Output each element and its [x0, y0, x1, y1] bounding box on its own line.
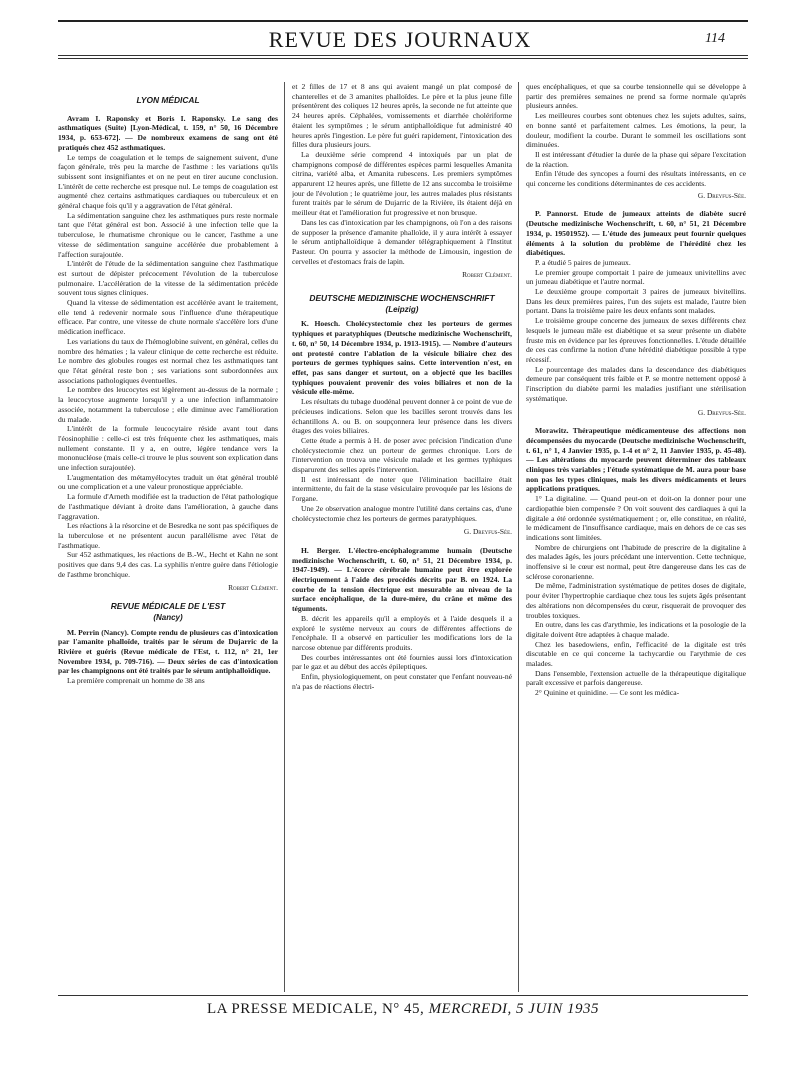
section-heading: REVUE MÉDICALE DE L'EST	[110, 601, 226, 612]
article-heading: H. Berger. L'électro-encéphalogramme humain (Deutsche medizinische Wochenschrift, t. 60, n° 51, 21 Décembre 1934, p. 1947-1949). — L'écorce cérébrale humaine peut être explorée électriquement à l'aide des procédés décrits par B. en 1924. La courbe de la tension électrique est mesurable au niveau de la surface encéphalique, de la dure-mère, du crâne et même des téguments.	[292, 545, 512, 614]
article-heading: K. Hoesch. Cholécystectomie chez les porteurs de germes typhiques et paratyphiques (Deutsche medizinische Wochenschrift, t. 60, n° 50, 14 Décembre 1934, p. 1913-1915). — Nombre d'auteurs ont protesté contre l'ablation de la vésicule biliaire chez des porteurs de germes typhiques sains. Cette intervention n'est, en effet, pas sans danger et surtout, on a objecté que les bacilles typhiques pouvaient provenir des voies biliaires et non de la vésicule elle-même.	[292, 319, 512, 397]
paragraph: Les résultats du tubage duodénal peuvent donner à ce point de vue de précieuses indications. Selon que les bacilles seront trouvés dans les échantillons A. ou B. on soupçonnera leur présence dans les divers étages des voies biliaires.	[292, 397, 512, 436]
paragraph: P. a étudié 5 paires de jumeaux.	[535, 257, 631, 267]
column-1	[58, 82, 278, 992]
paragraph: Des courbes intéressantes ont été fournies aussi lors d'intoxication par le gaz et au début des accès épileptiques.	[292, 652, 512, 672]
paragraph: Sur 452 asthmatiques, les réactions de B.-W., Hecht et Kahn ne sont positives que dans 9,4 des cas. La syphilis n'entre guère dans l'étiologie de l'asthme bronchique.	[58, 550, 278, 579]
paragraph: B. décrit les appareils qu'il a employés et à l'aide desquels il a exploré le système nerveux au cours de différentes affections de l'encéphale. Il a observé en particulier les modifications lors de la narcose obtenue par différents produits.	[292, 613, 512, 652]
footer-rule	[58, 995, 748, 996]
paragraph: Le pourcentage des malades dans la descendance des diabétiques demeure par conséquent très faible et P. se montre nettement opposé à l'inscription du diabète parmi les maladies justifiant une stérilisation systématique.	[526, 364, 746, 403]
article-heading: P. Pannorst. Etude de jumeaux atteints de diabète sucré (Deutsche medizinische Wochenschrift, t. 60, n° 51, 21 Décembre 1934, p. 19501952). — L'étude des jumeaux peut fournir quelques éléments à la solution du problème de l'hérédité chez les diabétiques.	[526, 209, 746, 258]
paragraph: Nombre de chirurgiens ont l'habitude de prescrire de la digitaline à des malades âgés, les jours précédant une intervention. Cette technique, inoffensive si le cœur est normal, peut être dangereuse dans les cas de sclérose coronarienne.	[526, 542, 746, 581]
paragraph: Le nombre des leucocytes est légèrement au-dessus de la normale ; la leucocytose augmente lorsqu'il y a une infection inflammatoire associée, notamment la tuberculose ; elle diminue avec l'amélioration du malade.	[58, 385, 278, 424]
footer-date: MERCREDI, 5 JUIN 1935	[428, 1001, 600, 1017]
paragraph: La formule d'Arneth modifiée est la traduction de l'état pathologique de l'asthmatique déviant à droite dans l'amélioration, à gauche dans l'aggravation.	[58, 492, 278, 521]
paragraph: Cette étude a permis à H. de poser avec précision l'indication d'une cholécystectomie chez un porteur de germes chronique. Lors de l'intervention on trouva une vésicule malade et les germes typhiques disparurent des selles après l'intervention.	[292, 435, 512, 475]
header-rule-top	[58, 20, 748, 22]
author-signature: G. Dreyfus-Sée.	[697, 190, 746, 200]
paragraph: Dans l'ensemble, l'extension actuelle de la thérapeutique digitalique paraît excessive et parfois dangereuse.	[526, 668, 746, 688]
author-signature: Robert Clément.	[228, 583, 278, 593]
author-signature: Robert Clément.	[462, 270, 512, 280]
header-rule-bottom-2	[58, 58, 748, 59]
journal-section-title: REVUE DES JOURNAUX	[268, 27, 532, 52]
paragraph: Les meilleures courbes sont obtenues chez les sujets adultes, sains, en bonne santé et parfaitement calmes. Les émotions, la peur, la douleur, modifient la courbe. Durant le sommeil les oscillations sont diminuées.	[526, 111, 746, 150]
paragraph: Il est intéressant de noter que l'élimination bacillaire était intermittente, du fait de la stase vésiculaire provoquée par les lésions de l'organe.	[292, 474, 512, 504]
paragraph: Il est intéressant d'étudier la durée de la phase qui sépare l'excitation de la réaction.	[526, 149, 746, 169]
article-heading: Avram I. Raponsky et Boris I. Raponsky. Le sang des asthmatiques (Suite) [Lyon-Médical, t. 159, n° 50, 16 Décembre 1934, p. 653-672]. — De nombreux examens de sang ont été pratiqués chez 452 asthmatiques.	[58, 113, 278, 152]
paragraph: Quand la vitesse de sédimentation est accélérée avant le traitement, elle tend à redevenir normale sous l'influence d'une thérapeutique efficace. Par contre, une vitesse de chute normale s'accélère lors d'une médication inefficace.	[58, 298, 278, 337]
paragraph: 1° La digitaline. — Quand peut-on et doit-on la donner pour une cardiopathie bien compensée ? On voit souvent des cardiaques à qui la digitale a été ordonnée systématiquement ; or, elle constitue, en réalité, le médicament de l'insuffisance cardiaque, mais en dehors de ce cas ses indications sont limitées.	[526, 494, 746, 542]
column-3	[526, 82, 746, 992]
paragraph: Une 2e observation analogue montre l'utilité dans certains cas, d'une cholécystectomie chez les porteurs de germes paratyphiques.	[292, 503, 512, 523]
column-2	[292, 82, 512, 992]
paragraph: La deuxième série comprend 4 intoxiqués par un plat de champignons composé de différentes espèces parmi lesquelles Amanita citrina, variété alba, et Amanita rubescens. Les premiers symptômes apparurent 12 heures après, une fillette de 12 ans succomba le troisième jour de l'évolution ; le quatrième jour, les autres malades plus résistants furent traités par le sérum de Dujarric de la Rivière, ils étaient déjà en meilleur état et l'amélioration fut progressive et non brusque.	[292, 149, 512, 218]
paragraph: L'augmentation des métamyélocytes traduit un état général troublé ou une complication et a une valeur pronostique appréciable.	[58, 472, 278, 492]
section-subheading: (Leipzig)	[385, 304, 419, 314]
page-number: 114	[705, 31, 725, 46]
column-divider-2	[518, 82, 519, 992]
paragraph: De même, l'administration systématique de petites doses de digitale, pour éviter l'hypertrophie cardiaque chez tous les sujets âgés présentant des altérations non décompensées du cœur, risquerait de provoquer des troubles toxiques.	[526, 581, 746, 620]
author-signature: G. Dreyfus-Sée.	[463, 527, 512, 537]
paragraph: et 2 filles de 17 et 8 ans qui avaient mangé un plat composé de chanterelles et de 3 amanites phalloïdes. Le père et la plus jeune fille présentèrent des coliques 12 heures après, la seconde ne fut atteinte que 24 heures après. Céphalées, vomissements et diarrhée cholériforme étaient les symptômes ; le sérum antiphalloïdique fut administré 40 heures après l'ingestion. Le père fut guéri rapidement, l'intoxication des filles dura plusieurs jours.	[292, 82, 512, 150]
paragraph: L'intérêt de l'étude de la sédimentation sanguine chez l'asthmatique est surtout de dépister précocement l'évolution de la tuberculose pulmonaire. L'accélération de la vitesse de la sédimentation précède souvent tous signes cliniques.	[58, 259, 278, 298]
footer-journal: LA PRESSE MEDICALE,	[206, 1001, 378, 1017]
paragraph: Les variations du taux de l'hémoglobine suivent, en général, celles du nombre des hématies ; la valeur clinique de cette recherche est réduite. Le nombre des globules rouges est normal chez les asthmatiques tant que l'état général reste bon ; ses variations sont subordonnées aux associations pathologiques éventuelles.	[58, 336, 278, 385]
paragraph: Enfin l'étude des syncopes a fourni des résultats intéressants, en ce qui concerne les conditions déterminantes de ces accidents.	[526, 169, 746, 189]
header-rule-bottom	[58, 55, 748, 56]
paragraph: ques encéphaliques, et que sa courbe tensionnelle qui se développe à partir des premières semaines ne prend sa forme normale qu'après plusieurs années.	[526, 82, 746, 111]
paragraph: Le deuxième groupe comportait 3 paires de jumeaux bivitellins. Dans les deux premières paires, l'un des sujets est malade, l'autre bien portant. Dans la troisième paire les deux enfants sont malades.	[526, 287, 746, 316]
paragraph: Le temps de coagulation et le temps de saignement suivent, d'une façon générale, très peu la marche de l'asthme : les variations qu'ils subissent sont insignifiantes et on ne peut en tirer aucune conclusion. L'intérêt de cette recherche est presque nul. Le temps de coagulation est augmenté chez certains asthmatiques cardiaques ou tuberculeux et en général chaque fois qu'il y a aggravation de l'état général.	[58, 152, 278, 211]
page-footer	[58, 1001, 748, 1018]
paragraph: La sédimentation sanguine chez les asthmatiques purs reste normale tant que l'état général est bon. Associé à une infection telle que la tuberculose, le rhumatisme chronique ou le cancer, l'asthme a une vitesse de sédimentation sanguine accélérée due probablement à l'affection surajoutée.	[58, 210, 278, 259]
section-heading: LYON MÉDICAL	[136, 95, 200, 105]
author-signature: G. Dreyfus-Sée.	[697, 407, 746, 417]
article-heading: M. Perrin (Nancy). Compte rendu de plusieurs cas d'intoxication par l'amanite phalloïde, traités par le sérum de Dujarric de la Rivière et guéris (Revue médicale de l'Est, t. 112, n° 21, 1er Novembre 1934, p. 709-716). — Deux séries de cas d'intoxication par les champignons ont été traités par le sérum antiphalloïdique.	[58, 627, 278, 676]
paragraph: L'intérêt de la formule leucocytaire réside avant tout dans l'éosinophilie : celle-ci est très fréquente chez les asthmatiques, mais nullement constante. Il y a, en outre, légère tendance vers la mononucléose (mais celle-ci trouve le plus souvent son explication dans une infection surajoutée).	[58, 424, 278, 473]
paragraph: En outre, dans les cas d'arythmie, les indications et la posologie de la digitale doivent être adaptées à chaque malade.	[526, 620, 746, 639]
paragraph: La première comprenait un homme de 38 ans	[67, 676, 205, 686]
paragraph: Le troisième groupe concerne des jumeaux de sexes différents chez lesquels le jumeau mâle est diabétique et sa sœur présente un diabète fruste mis en évidence par les épreuves fonctionnelles. L'étude détaillée de ces cas confirme la notion d'une hérédité diabétique possible à type récessif.	[526, 316, 746, 364]
paragraph: 2° Quinine et quinidine. — Ce sont les médica-	[535, 688, 680, 698]
column-divider-1	[284, 82, 285, 992]
paragraph: Enfin, physiologiquement, on peut constater que l'enfant nouveau-né n'a pas de réactions électri-	[292, 672, 512, 691]
footer-issue: N° 45,	[381, 1001, 425, 1017]
paragraph: Les réactions à la résorcine et de Besredka ne sont pas spécifiques de la tuberculose et ne présentent aucun parallélisme avec l'état de l'asthmatique.	[58, 521, 278, 550]
paragraph: Chez les basedowiens, enfin, l'efficacité de la digitale est très discutable en ce qui concerne la tachycardie ou l'arythmie de ces malades.	[526, 639, 746, 669]
paragraph: Dans les cas d'intoxication par les champignons, où l'on a des raisons de supposer la présence d'amanite phalloïde, il y aura intérêt à essayer le sérum antiphalloïdique à demander télégraphiquement à l'Institut Pasteur. On pourra y associer la méthode de Limousin, ingestion de cervelles et d'estomacs frais de lapin.	[292, 217, 512, 266]
section-heading: DEUTSCHE MEDIZINISCHE WOCHENSCHRIFT	[309, 293, 495, 304]
section-subheading: (Nancy)	[153, 612, 183, 622]
paragraph: Le premier groupe comportait 1 paire de jumeaux univitellins avec un jumeau diabétique et l'autre normal.	[526, 267, 746, 287]
article-heading: Morawitz. Thérapeutique médicamenteuse des affections non décompensées du myocarde (Deutsche medizinische Wochenschrift, t. 61, n° 1, 4 Janvier 1935, p. 1-4 et n° 2, 11 Janvier 1935, p. 45-48). — Les altérations du myocarde peuvent déterminer des tableaux cliniques très variables ; l'étude systématique de M. aura pour base non pas les types cliniques, mais les divers médicaments et leurs applications pratiques.	[526, 426, 746, 494]
